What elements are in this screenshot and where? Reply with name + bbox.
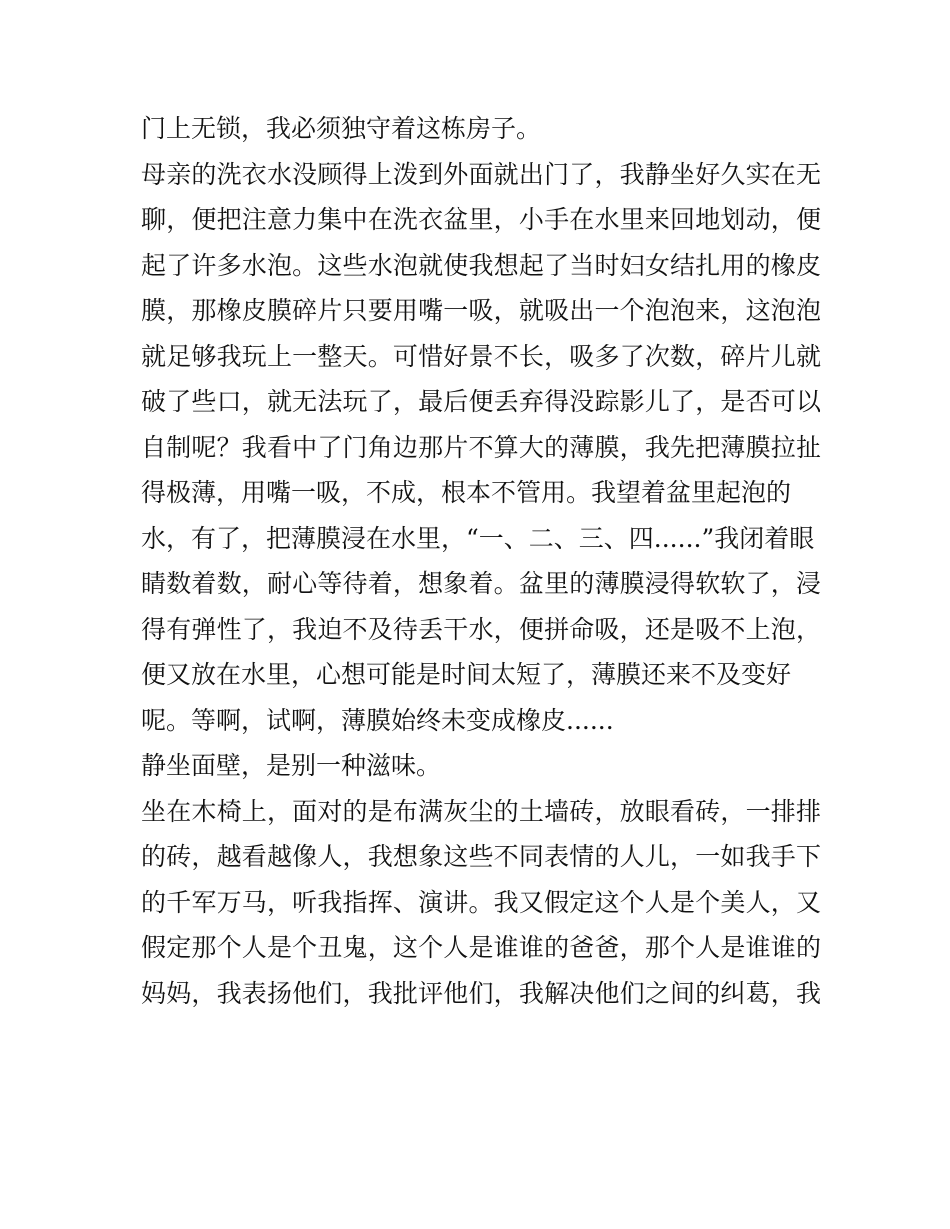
text-line: 的千军万马，听我指挥、演讲。我又假定这个人是个美人，又 xyxy=(141,887,821,917)
text-line: 假定那个人是个丑鬼，这个人是谁谁的爸爸，那个人是谁谁的 xyxy=(141,933,821,962)
text-line: 门上无锁，我必须独守着这栋房子。 xyxy=(141,114,542,143)
text-line: 睛数着数，耐心等待着，想象着。盆里的薄膜浸得软软了，浸 xyxy=(141,569,821,598)
text-line: 膜，那橡皮膜碎片只要用嘴一吸，就吸出一个泡泡来，这泡泡 xyxy=(141,296,821,325)
text-line: 妈妈，我表扬他们，我批评他们，我解决他们之间的纠葛，我 xyxy=(141,978,821,1008)
text-line: 起了许多水泡。这些水泡就使我想起了当时妇女结扎用的橡皮 xyxy=(141,250,821,280)
text-line: 的砖，越看越像人，我想象这些不同表情的人儿，一如我手下 xyxy=(141,842,821,871)
text-line: 得极薄，用嘴一吸，不成，根本不管用。我望着盆里起泡的 xyxy=(141,478,792,507)
text-line: 呢。等啊，试啊，薄膜始终未变成橡皮...... xyxy=(141,705,614,735)
text-line: 自制呢？我看中了门角边那片不算大的薄膜，我先把薄膜拉扯 xyxy=(141,432,821,462)
body-text xyxy=(141,106,821,1016)
text-line: 破了些口，就无法玩了，最后便丢弃得没踪影儿了，是否可以 xyxy=(141,387,821,416)
text-line: 聊，便把注意力集中在洗衣盆里，小手在水里来回地划动，便 xyxy=(141,205,821,234)
text-line: 坐在木椅上，面对的是布满灰尘的土墙砖，放眼看砖，一排排 xyxy=(141,796,821,826)
text-line: 便又放在水里，心想可能是时间太短了，薄膜还来不及变好 xyxy=(141,660,792,689)
text-line: 静坐面壁，是别一种滋味。 xyxy=(141,751,442,780)
text-line: 得有弹性了，我迫不及待丢干水，便拼命吸，还是吸不上泡， xyxy=(141,614,821,644)
text-line: 就足够我玩上一整天。可惜好景不长，吸多了次数，碎片儿就 xyxy=(141,341,821,371)
text-line: 水，有了，把薄膜浸在水里，“一、二、三、四......”我闭着眼 xyxy=(141,523,815,553)
text-line: 母亲的洗衣水没顾得上泼到外面就出门了，我静坐好久实在无 xyxy=(141,159,821,189)
